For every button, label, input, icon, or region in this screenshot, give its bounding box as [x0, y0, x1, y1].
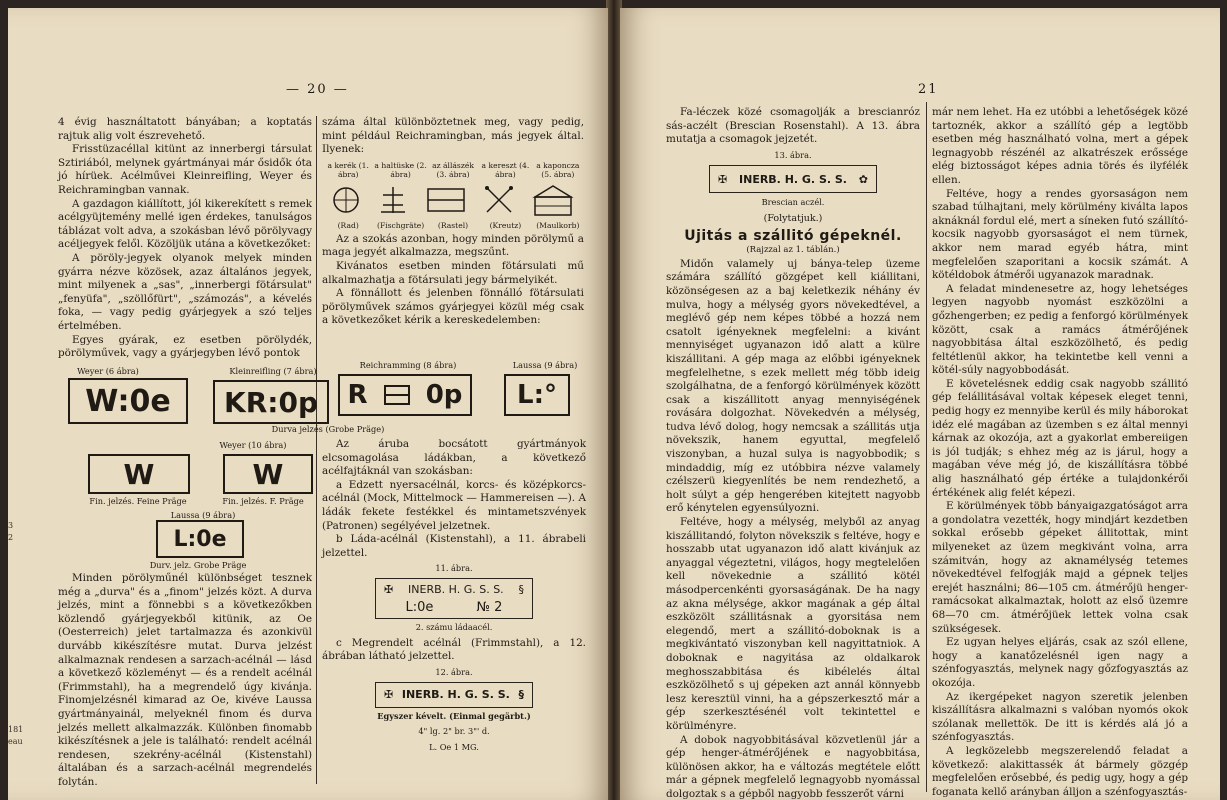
crest-icon: ✠ — [718, 172, 728, 186]
figure-caption: Weyer (10 ábra) — [219, 440, 287, 450]
left-col2-top — [322, 116, 584, 328]
weyer-f-mark: W — [223, 454, 313, 494]
weyer-fine-mark: W — [88, 454, 190, 494]
page-number-left: — 20 — — [286, 82, 349, 97]
wheel-mark-icon — [331, 185, 361, 215]
page-number-right: 21 — [918, 82, 939, 97]
paragraph: E körülmények több bányaigazgatóságot arra a gondolatra vezették, hogy mindjárt kezdetben sokkal erősebb gépeket állitottak, mint milyeneket az üzem megkivánt volna, arra számitván, hogy az aknamélység tetemes növekedtével felfogják majd a gépnek teljes erejét használni; 86—105 cm. átmérőjü henger-ramácsokat alkalmaztak, holott az első üzemre 68—70 cm. átmérőjüek lettek volna csak szükségesek. — [932, 500, 1188, 635]
muzzle-mark-icon — [531, 183, 575, 217]
paragraph: Az a szokás azonban, hogy minden pörölymű a maga jegyét alkalmazza, megszűnt. — [322, 232, 584, 259]
mark-name: (Kreutz) — [489, 220, 522, 230]
paragraph: A gazdagon kiállított, jól kikerekített s remek acélgyüjtemény mellé igen érdekes, tanulságos táblázat volt adva, a szokásban lévő pörölyvagy acéljegyek felől. Közöljük utána a következőket: — [58, 197, 312, 251]
figure-caption: Durv. jelz. Grobe Präge — [149, 560, 247, 570]
stamp-line — [384, 583, 524, 597]
figure-caption: L. Oe 1 MG. — [429, 741, 479, 752]
stamp-text: L:0e — [405, 599, 434, 615]
paragraph: Az áruba bocsátott gyártmányok elcsomagolása ládákban, a következő acélfajtáknál van szokásban: — [322, 438, 586, 478]
stamp-text: № 2 — [476, 599, 503, 615]
margin-note: 3 — [8, 521, 14, 530]
figure-caption: 4" lg. 2" br. 3"' d. — [418, 726, 490, 737]
stamp-text: INERB. H. G. S. S. — [408, 582, 504, 596]
figure-caption: Fin. jelzés. F. Präge — [222, 496, 304, 506]
box-steel-mark-fig11 — [375, 578, 533, 619]
right-col2 — [932, 106, 1188, 799]
mark-labels — [322, 161, 584, 179]
left-col2-bottom — [322, 438, 586, 756]
paragraph: a Edzett nyersacélnál, korcs- és középkorcs-acélnál (Mock, Mittelmock — Hammereisen —). A ládák fekete festékkel és mintametszvények (Patronen) segélyével jelzetnek. — [322, 478, 586, 532]
continuation-note: (Folytatjuk.) — [763, 212, 823, 224]
stamp-line — [384, 601, 524, 615]
left-col1-top — [58, 116, 312, 361]
paragraph: 4 évig használtatott bányában; a koptatás rajtuk alig volt észrevehető. — [58, 116, 312, 142]
paragraph: Kivánatos esetben minden fötársulati mű alkalmazhatja a fötársulati jegy bármelyikét. — [322, 259, 584, 286]
paragraph: E követelésnek eddig csak nagyobb szállitó gép felállitásával voltak képesek eleget tenni, pedig hogy ez mennyibe kerül és mily háborokat idéz elé magában az üzemben s ez által mennyi kárnak az okozója, azt a gyakorlat embereiigen is jól tudják; s ehhez még az is járul, hogy a magában véve még jó, de kiszállításra többé alig használható gép értéke a tulajdonkérői értékének alig felét képezi. — [932, 377, 1188, 499]
rose-icon: ✿ — [858, 172, 868, 186]
mark-label: az állászék (3. ábra) — [432, 160, 474, 179]
column-rule-right — [926, 102, 927, 792]
figure-caption: 11. ábra. — [435, 563, 473, 574]
column-rule-left — [316, 116, 317, 784]
paragraph: Feltéve, hogy a mélység, melyből az anyag kiszállitandó, folyton növekszik s feltéve, hogy e hosszabb utat ugyanazon idő alatt kivánjuk az anyaggal végeztetni, világos, hogy megtelelően kell növekednie a szállitó kötél másodpercenkénti gyorsaságának. De ha nagy az akna mélysége, akkor magának a gép által eszközölt szállitásnak a gyorsitása nem elegendő, mert a szállitó-doboknak is a megkivántató viszonyban kell nagyittatniok. A doboknak e nagyitása az oldalkarok meghosszabbitása és kibélelés által eszközölhető s uj gépeken azt annál könnyebb lesz keresztül vinni, ha a gépszerkesztő már a gép szerkesztésénél volt tekintettel e körülményre. — [666, 516, 920, 732]
mark-label: a kaponcza (5. ábra) — [536, 160, 580, 179]
reichramming-mark-fig8 — [338, 374, 472, 416]
rack-mark-icon — [426, 187, 466, 213]
mark-name: (Maulkorb) — [536, 220, 580, 230]
figure-caption: Weyer (6 ábra) — [77, 366, 139, 376]
fishbone-mark-icon — [378, 185, 408, 215]
article-heading: Ujitás a szállitó gépeknél. — [684, 227, 902, 244]
paragraph: Fa-léczek közé csomagolják a brescianróz sás-aczélt (Brescian Rosenstahl). A 13. ábra mutatja a csomagok jejzetét. — [666, 106, 920, 146]
cross-mark-icon — [484, 185, 514, 215]
figure-caption: 13. ábra. — [774, 149, 812, 160]
figure-caption: Laussa (9 ábra) — [170, 510, 236, 520]
figure-caption: Brescian aczél. — [761, 197, 825, 208]
paragraph: Egyes gyárak, ez esetben pörölydék, pörölyművek, vagy a gyárjegyben lévő pontok — [58, 333, 312, 360]
figure-caption: Laussa (9 ábra) — [512, 360, 578, 370]
paragraph: A fönnállott és jelenben fönnálló fötársulati pörölyművek számos gyárjegyei közül még csak a következőket kérik a kereskedelemben: — [322, 287, 584, 327]
mark-label: a kereszt (4. ábra) — [481, 160, 530, 179]
fish-icon: § — [518, 582, 524, 596]
figure-caption: Kleinreifling (7 ábra) — [229, 366, 317, 376]
crest-icon: ✠ — [384, 687, 394, 701]
margin-note: 2 — [8, 533, 14, 542]
weyer-mark-fig6: W:0e — [68, 378, 188, 424]
mark-name: (Rad) — [337, 220, 359, 230]
paragraph: Midőn valamely uj bánya-telep üzeme számára szállító gözgépet kell kiállitani, közönségesen az a baj keletkezik néhány év mulva, hogy a mélység gyors növekedtével, a meglévő gép nem képes többé a hozzá nem csatolt igényeknek megfelelni: a kivánt mennyiséget ugyanazon idő alatt a külre kiszállitani. A gép maga az előbbi igényeknek megfelelhetne, s ezek mellett még több ideig szolgálhatna, de a fenforgó körülmények között csak a kiszállitott anyag mennyiségének rovására dolgozhat. Növekedvén a mélység, tudva lévő dolog, hogy nemcsak a szállitás utja növekszik, hanem egyuttal, megfelelő viszonyban, a huzal sulya is nagyobbodik; s mindaddig, míg ez utóbbira nézve valamely czélszerü kiegyenlítés be nem rendezhető, a holt súlyt a gép hengerében kitejtett nagyobb erő kénytelen egyensúlyozni. — [666, 257, 920, 515]
figure-caption: Reichramming (8 ábra) — [359, 360, 457, 370]
brescian-steel-mark-fig13 — [709, 165, 877, 193]
laussa-mark-fig9: L:° — [504, 374, 570, 416]
paragraph: Feltéve, hogy a rendes gyorsaságon nem szabad túlhajtani, mely körülmény kiválta lapos aknáknál fordul elé, mert a síneken futó szállító-kocsik nagyobb gyorsaságot el nem türnek, akkor nem marad egyéb hátra, mint megfelelően szaporitani a kocsik számát. A kötéldobok átmérői ugyanazok maradnak. — [932, 187, 1188, 282]
paragraph: A pöröly-jegyek olyanok melyek minden gyárra nézve közösek, azaz általános jegyek, mint milyenek a „sas", „innerbergi fötársulat" „fenyüfa", „szöllőfürt", „számozás", a kévelés foka, — vagy pedig gyárjegyek a szó teljes értelmében. — [58, 251, 312, 332]
mark-names — [322, 221, 584, 230]
paragraph: Frisstüzacéllal kitünt az innerbergi társulat Sztiriából, melynek gyártmányai már ősidők óta jó hírüek. Acélművei Kleinreifling, Weyer és Reichramingban vannak. — [58, 143, 312, 196]
paragraph: A dobok nagyobbitásával közvetlenül jár a gép henger-átmérőjének e nagyobbitása, különösen akkor, ha e változás megtétele előtt már a gépnek megfelelő legnagyobb nyomással dolgoztak s a gépből nagyobb fesszerőt várni — [666, 733, 920, 800]
mark-label: a haltüske (2. ábra) — [374, 160, 427, 179]
paragraph: Az ikergépeket nagyon szeretik jelenben kiszállításra alkalmazni s valóban nyomós okok szólanak mellettök. De itt is kérdés alá jó a szénfogyasztás. — [932, 690, 1188, 744]
mark-label: a kerék (1. ábra) — [327, 160, 369, 179]
mark-name: (Rastel) — [437, 220, 469, 230]
ordered-steel-mark-fig12 — [375, 682, 533, 708]
left-col1-bottom — [58, 572, 312, 790]
mark-glyph: R — [347, 380, 368, 410]
paragraph: Minden pörölyműnél különbséget tesznek még a „durva" és a „finom" jelzés közt. A durva jelzés, mint a fönnebbi s a következőkben közlendő gyárjegyekből kitünik, az Oe (Oesterreich) jelet tartalmazza és azonkivül durvább kikészítésre mutat. Durva jelzést alkalmaznak rendesen a sarzach-acélnál — lásd a következő közleményt — és a rendelt acélnál (Frimmstahl), ha a megrendelő úgy kivánja. Finomjelzésnél kimarad az Oe, kivéve Laussa gyártmányainál, melyeknél finom és durva jelzés mellett alkalmazzák. Különben finomabb kikészítésnek a jele is található: rendelt acélnál rendesen, szekrény-acélnál (Kistenstahl) általában és a sarzach-acélnál megrendelés folytán. — [58, 572, 312, 788]
rack-glyph-icon — [383, 384, 411, 406]
stamp-text: INERB. H. G. S. S. — [401, 687, 510, 701]
mark-glyph: 0p — [425, 380, 463, 410]
laussa-mark-fig9b: L:0e — [156, 520, 244, 558]
figure-caption: 2. számu ládaacél. — [415, 622, 493, 633]
figure-caption: 12. ábra. — [435, 666, 473, 677]
paragraph: A feladat mindenesetre az, hogy lehetséges legyen nagyobb nyomást eszközölni a gőzhengerben; ez pedig a fenforgó körülmények között, csak a ramács átmérőjének nagyobbitása által eszközölhető, és pedig feltétlenül akkor, ha tekintetbe kell venni a kötél-súly nagyobbodását. — [932, 282, 1188, 377]
paragraph: Ez ugyan helyes eljárás, csak az szól ellene, hogy a kanatőzelésnél igen nagy a szénfogyasztás, melynek nagy gőzfogyasztás az okozója. — [932, 636, 1188, 689]
paragraph: c Megrendelt acélnál (Frimmstahl), a 12. ábrában látható jelzettel. — [322, 636, 586, 663]
margin-notes — [8, 520, 23, 748]
figure-caption: Fin. jelzés. Feine Präge — [89, 496, 187, 506]
margin-note: eau — [8, 737, 23, 746]
kleinreifling-mark-fig7: KR:0p — [213, 380, 329, 424]
paragraph: b Láda-acélnál (Kistenstahl), a 11. ábrabeli jelzettel. — [322, 533, 586, 559]
right-page — [620, 8, 1220, 800]
margin-note: 181 — [8, 725, 24, 734]
mark-name: (Fischgräte) — [376, 220, 425, 230]
right-col1 — [666, 106, 920, 800]
paragraph: száma által különböztetnek meg, vagy pedig, mint például Reichramingban, más jegyek által. Ilyenek: — [322, 116, 584, 156]
figure-caption: Durva jelzés (Grobe Präge) — [271, 424, 385, 434]
fish-icon: § — [518, 687, 524, 701]
stamp-text: INERB. H. G. S. S. — [739, 172, 847, 186]
article-subheading: (Rajzzal az 1. táblán.) — [746, 245, 840, 256]
mark-symbols — [322, 179, 584, 221]
crest-icon: ✠ — [384, 582, 394, 596]
figure-caption: Egyszer kévelt. (Einmal gegärbt.) — [377, 710, 531, 721]
paragraph: A legközelebb megszerelendő feladat a következő: alakittassék át bármely gözgép megfelelően erősebbé, és pedig ugy, hogy a gép foganata kellő arányban álljon a szénfogyasztás- — [932, 744, 1188, 798]
paragraph: már nem lehet. Ha ez utóbbi a lehetőségek közé tartoznék, akkor a szállító gép a legtöbb esetben még használható volna, mert a gépek legnagyobb részénél az alkatrészek erőssége elég biztosságot képes adnia törés és ilyfélék ellen. — [932, 106, 1188, 186]
left-page — [8, 8, 608, 800]
